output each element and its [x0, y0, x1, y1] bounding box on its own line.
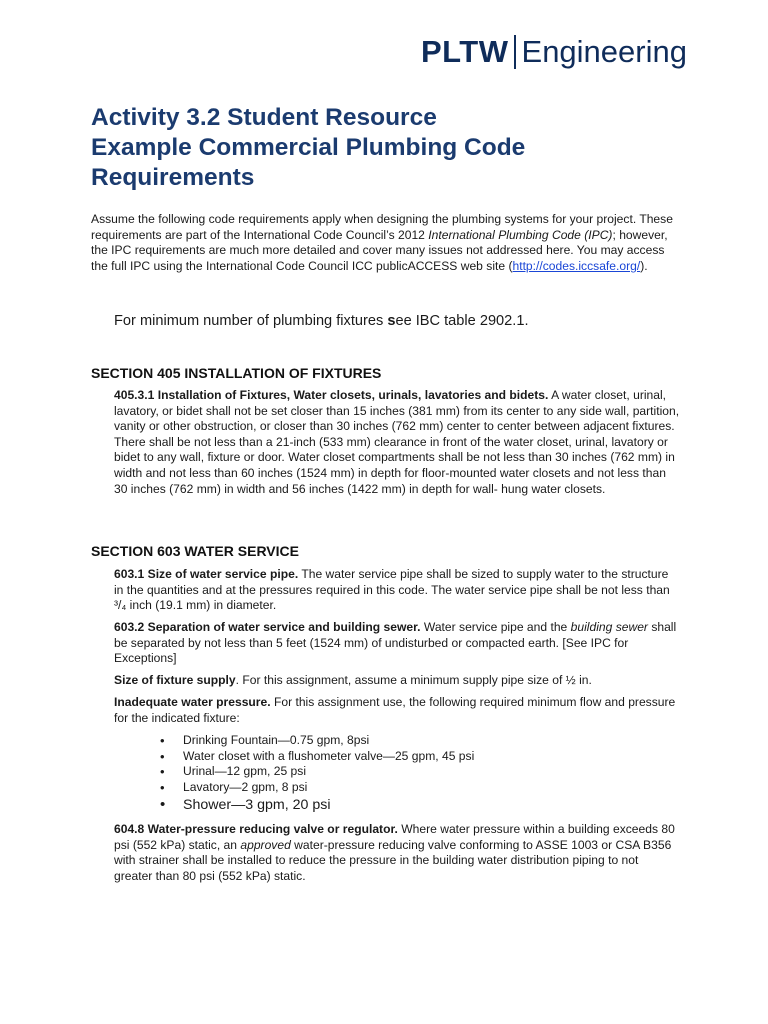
- note-bold: s: [387, 313, 396, 329]
- pltw-engineering-logo: [421, 34, 687, 70]
- item-604-8: [114, 822, 680, 884]
- item-fixture-supply-text: . For this assignment, assume a minimum supply pipe size of ½ in.: [235, 673, 592, 687]
- logo-brand: PLTW: [421, 34, 509, 69]
- list-item: • Water closet with a flushometer valve—25 gpm, 45 psi: [160, 749, 474, 765]
- item-fixture-supply: [114, 673, 680, 689]
- section-603-heading: SECTION 603 WATER SERVICE: [91, 543, 299, 559]
- list-item: • Lavatory—2 gpm, 8 psi: [160, 780, 474, 796]
- item-603-2-title: 603.2 Separation of water service and building sewer.: [114, 620, 421, 634]
- item-603-1: [114, 567, 680, 614]
- fixture-pressure-list: [160, 733, 474, 814]
- item-603-2: [114, 620, 680, 667]
- item-water-pressure-text: For this assignment use, the following required minimum flow and pressure for the indicated fixture:: [114, 695, 676, 725]
- item-603-2-italic: building sewer: [570, 620, 648, 634]
- item-604-8-title: 604.8 Water-pressure reducing valve or regulator.: [114, 822, 398, 836]
- item-water-pressure: [114, 695, 680, 726]
- title-line-3: Requirements: [91, 164, 255, 191]
- intro-text-3: ).: [640, 258, 648, 273]
- title-line-2: Example Commercial Plumbing Code: [91, 134, 526, 161]
- item-fixture-supply-title: Size of fixture supply: [114, 673, 236, 687]
- iccsafe-link[interactable]: http://codes.iccsafe.org/: [512, 258, 641, 273]
- section-405-heading: SECTION 405 INSTALLATION OF FIXTURES: [91, 365, 382, 381]
- intro-paragraph: [91, 212, 681, 274]
- ipc-title: International Plumbing Code (IPC): [428, 227, 613, 242]
- title-line-1: Activity 3.2 Student Resource: [91, 104, 437, 131]
- list-item: • Shower—3 gpm, 20 psi: [160, 796, 474, 814]
- note-text-1: For minimum number of plumbing fixtures: [114, 313, 388, 329]
- item-405-3-1-text: A water closet, urinal, lavatory, or bidet shall not be set closer than 15 inches (381 mm) from its center to any side wall, partition, vanity or other obstruction, or closer than 30 inches (762 mm) center to center between adjacent fixtures. There shall be not less than a 21-inch (533 mm) clearance in front of the water closet, urinal, lavatory or bidet to any wall, fixture or door. Water closet compartments shall be not less than 30 inches (762 mm) in width and not less than 60 inches (1524 mm) in depth for floor-mounted water closets and not less than 30 inches (762 mm) in width and 56 inches (1422 mm) in depth for wall- hung water closets.: [114, 388, 680, 496]
- item-604-8-text-2: water-pressure reducing valve conforming to ASSE 1003 or CSA B356 with strainer shall be installed to reduce the pressure in the building water distribution piping to not greater than 80 psi (552 kPa) static.: [114, 837, 672, 883]
- intro-text-1: Assume the following code requirements apply when designing the plumbing systems for your project. These requirements are part of the International Code Council’s 2012: [91, 212, 673, 242]
- item-603-2-text-1: Water service pipe and the: [420, 620, 571, 634]
- item-water-pressure-title: Inadequate water pressure.: [114, 695, 271, 709]
- list-item: • Urinal—12 gpm, 25 psi: [160, 764, 474, 780]
- logo-divider: [514, 35, 516, 69]
- item-405-3-1-title: 405.3.1 Installation of Fixtures, Water closets, urinals, lavatories and bidets.: [114, 388, 549, 402]
- item-603-1-text: The water service pipe shall be sized to supply water to the structure in the quantities and at the pressures required in this code. The water service pipe shall be not less than ³/₄ inch (19.1 mm) in diameter.: [114, 567, 670, 613]
- item-604-8-text-1: Where water pressure within a building exceeds 80 psi (552 kPa) static, an: [114, 822, 675, 852]
- note-text-2: ee IBC table 2902.1.: [395, 313, 529, 329]
- page-title: [91, 103, 691, 193]
- fixture-note: [114, 313, 529, 329]
- logo-word: Engineering: [521, 34, 687, 69]
- item-603-2-text-2: shall be separated by not less than 5 feet (1524 mm) of undisturbed or compacted earth. [See IPC for Exceptions]: [114, 620, 677, 666]
- item-604-8-italic: approved: [240, 837, 291, 852]
- item-603-1-title: 603.1 Size of water service pipe.: [114, 567, 299, 581]
- list-item: • Drinking Fountain—0.75 gpm, 8psi: [160, 733, 474, 749]
- intro-text-2: ; however, the IPC requirements are much more detailed and cover many issues not addressed here. You may access the full IPC using the International Code Council ICC publicACCESS web site (: [91, 227, 668, 273]
- item-405-3-1: [114, 388, 680, 497]
